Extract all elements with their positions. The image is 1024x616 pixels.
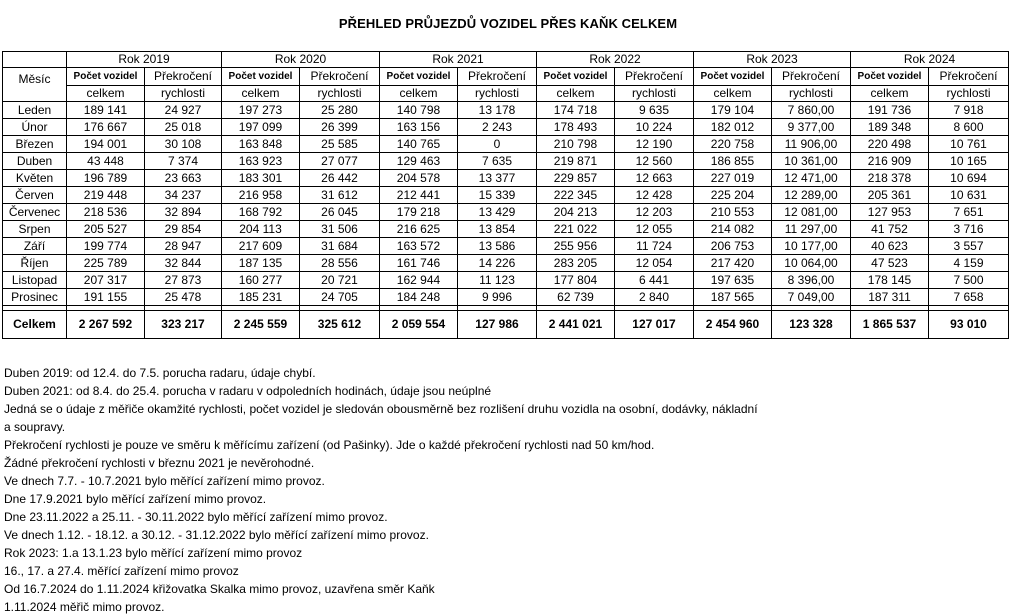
table-row bbox=[3, 102, 1009, 119]
month-cell: Září bbox=[3, 238, 67, 255]
speeding-cell: 0 bbox=[458, 136, 537, 153]
speeding-cell: 13 377 bbox=[458, 170, 537, 187]
total-vehicle-count: 2 454 960 bbox=[694, 311, 772, 339]
vehicle-count-cell: 191 736 bbox=[851, 102, 929, 119]
speeding-cell: 13 429 bbox=[458, 204, 537, 221]
vehicle-count-cell: 218 378 bbox=[851, 170, 929, 187]
total-speeding: 127 017 bbox=[615, 311, 694, 339]
speeding-subheader: rychlosti bbox=[772, 86, 851, 102]
total-speeding: 123 328 bbox=[772, 311, 851, 339]
total-speeding: 325 612 bbox=[300, 311, 380, 339]
vehicle-count-cell: 210 798 bbox=[537, 136, 615, 153]
vehicle-count-cell: 225 204 bbox=[694, 187, 772, 204]
vehicle-count-cell: 182 012 bbox=[694, 119, 772, 136]
vehicle-count-cell: 163 156 bbox=[380, 119, 458, 136]
speeding-cell: 25 585 bbox=[300, 136, 380, 153]
speeding-header: Překročení bbox=[929, 68, 1009, 86]
vehicle-count-cell: 205 527 bbox=[67, 221, 145, 238]
table-row bbox=[3, 153, 1009, 170]
vehicle-count-cell: 255 956 bbox=[537, 238, 615, 255]
vehicle-count-cell: 216 625 bbox=[380, 221, 458, 238]
speeding-cell: 25 478 bbox=[145, 289, 222, 306]
vehicle-count-cell: 229 857 bbox=[537, 170, 615, 187]
vehicle-count-cell: 197 099 bbox=[222, 119, 300, 136]
month-column-header: Měsíc bbox=[3, 68, 67, 102]
vehicle-count-cell: 219 871 bbox=[537, 153, 615, 170]
speeding-cell: 14 226 bbox=[458, 255, 537, 272]
speeding-cell: 12 663 bbox=[615, 170, 694, 187]
vehicle-count-cell: 47 523 bbox=[851, 255, 929, 272]
note-line: Ve dnech 7.7. - 10.7.2021 bylo měřící zařízení mimo provoz. bbox=[4, 474, 325, 488]
year-header: Rok 2023 bbox=[694, 52, 851, 68]
vehicle-count-cell: 207 317 bbox=[67, 272, 145, 289]
vehicle-count-header: Počet vozidel bbox=[67, 68, 145, 86]
vehicle-count-cell: 183 301 bbox=[222, 170, 300, 187]
vehicle-count-cell: 216 909 bbox=[851, 153, 929, 170]
speeding-cell: 3 557 bbox=[929, 238, 1009, 255]
speeding-cell: 12 471,00 bbox=[772, 170, 851, 187]
vehicle-count-cell: 217 420 bbox=[694, 255, 772, 272]
vehicle-count-cell: 199 774 bbox=[67, 238, 145, 255]
vehicle-count-subheader: celkem bbox=[67, 86, 145, 102]
table-row bbox=[3, 119, 1009, 136]
vehicle-count-subheader: celkem bbox=[222, 86, 300, 102]
speeding-cell: 29 854 bbox=[145, 221, 222, 238]
vehicle-count-cell: 43 448 bbox=[67, 153, 145, 170]
speeding-cell: 13 854 bbox=[458, 221, 537, 238]
vehicle-count-cell: 227 019 bbox=[694, 170, 772, 187]
speeding-cell: 12 203 bbox=[615, 204, 694, 221]
vehicle-count-cell: 168 792 bbox=[222, 204, 300, 221]
speeding-cell: 20 721 bbox=[300, 272, 380, 289]
vehicle-count-cell: 205 361 bbox=[851, 187, 929, 204]
speeding-cell: 11 724 bbox=[615, 238, 694, 255]
vehicle-count-cell: 210 553 bbox=[694, 204, 772, 221]
vehicle-count-cell: 222 345 bbox=[537, 187, 615, 204]
speeding-cell: 25 018 bbox=[145, 119, 222, 136]
vehicle-count-cell: 217 609 bbox=[222, 238, 300, 255]
speeding-cell: 8 396,00 bbox=[772, 272, 851, 289]
table-row bbox=[3, 170, 1009, 187]
speeding-header: Překročení bbox=[458, 68, 537, 86]
vehicle-count-cell: 176 667 bbox=[67, 119, 145, 136]
vehicle-count-cell: 163 572 bbox=[380, 238, 458, 255]
vehicle-count-header: Počet vozidel bbox=[380, 68, 458, 86]
speeding-cell: 10 361,00 bbox=[772, 153, 851, 170]
total-speeding: 93 010 bbox=[929, 311, 1009, 339]
speeding-header: Překročení bbox=[145, 68, 222, 86]
vehicle-count-cell: 162 944 bbox=[380, 272, 458, 289]
year-header: Rok 2019 bbox=[67, 52, 222, 68]
vehicle-count-subheader: celkem bbox=[380, 86, 458, 102]
vehicle-count-cell: 178 493 bbox=[537, 119, 615, 136]
speeding-cell: 26 399 bbox=[300, 119, 380, 136]
vehicle-count-cell: 160 277 bbox=[222, 272, 300, 289]
vehicle-count-cell: 161 746 bbox=[380, 255, 458, 272]
speeding-cell: 11 123 bbox=[458, 272, 537, 289]
speeding-subheader: rychlosti bbox=[145, 86, 222, 102]
speeding-cell: 11 906,00 bbox=[772, 136, 851, 153]
corner-cell bbox=[3, 52, 67, 68]
month-cell: Duben bbox=[3, 153, 67, 170]
total-speeding: 127 986 bbox=[458, 311, 537, 339]
speeding-cell: 28 947 bbox=[145, 238, 222, 255]
speeding-cell: 2 840 bbox=[615, 289, 694, 306]
vehicle-count-cell: 218 536 bbox=[67, 204, 145, 221]
total-row bbox=[3, 311, 1009, 339]
traffic-table bbox=[2, 51, 1009, 339]
speeding-cell: 7 918 bbox=[929, 102, 1009, 119]
note-line: Duben 2019: od 12.4. do 7.5. porucha radaru, údaje chybí. bbox=[4, 366, 316, 380]
year-header: Rok 2020 bbox=[222, 52, 380, 68]
speeding-cell: 13 586 bbox=[458, 238, 537, 255]
table-row bbox=[3, 238, 1009, 255]
speeding-cell: 10 631 bbox=[929, 187, 1009, 204]
speeding-cell: 12 190 bbox=[615, 136, 694, 153]
vehicle-count-cell: 127 953 bbox=[851, 204, 929, 221]
speeding-cell: 7 651 bbox=[929, 204, 1009, 221]
year-header: Rok 2022 bbox=[537, 52, 694, 68]
vehicle-count-cell: 177 804 bbox=[537, 272, 615, 289]
vehicle-count-cell: 62 739 bbox=[537, 289, 615, 306]
speeding-cell: 31 612 bbox=[300, 187, 380, 204]
vehicle-count-cell: 129 463 bbox=[380, 153, 458, 170]
speeding-cell: 26 045 bbox=[300, 204, 380, 221]
speeding-cell: 23 663 bbox=[145, 170, 222, 187]
total-vehicle-count: 1 865 537 bbox=[851, 311, 929, 339]
note-line: Duben 2021: od 8.4. do 25.4. porucha v radaru v odpoledních hodinách, údaje jsou neúplné bbox=[4, 384, 492, 398]
vehicle-count-cell: 220 758 bbox=[694, 136, 772, 153]
speeding-cell: 10 165 bbox=[929, 153, 1009, 170]
speeding-cell: 24 927 bbox=[145, 102, 222, 119]
speeding-cell: 9 996 bbox=[458, 289, 537, 306]
speeding-cell: 7 658 bbox=[929, 289, 1009, 306]
vehicle-count-cell: 186 855 bbox=[694, 153, 772, 170]
vehicle-count-cell: 220 498 bbox=[851, 136, 929, 153]
speeding-cell: 8 600 bbox=[929, 119, 1009, 136]
note-line: Jedná se o údaje z měřiče okamžité rychlosti, počet vozidel je sledován obousměrně bez rozlišení druhu vozidla na osobní, dodávky, nákladní bbox=[4, 402, 758, 416]
vehicle-count-cell: 184 248 bbox=[380, 289, 458, 306]
table-row bbox=[3, 187, 1009, 204]
vehicle-count-cell: 204 113 bbox=[222, 221, 300, 238]
vehicle-count-cell: 204 578 bbox=[380, 170, 458, 187]
speeding-cell: 3 716 bbox=[929, 221, 1009, 238]
speeding-cell: 32 844 bbox=[145, 255, 222, 272]
month-cell: Únor bbox=[3, 119, 67, 136]
vehicle-count-subheader: celkem bbox=[694, 86, 772, 102]
vehicle-count-cell: 187 565 bbox=[694, 289, 772, 306]
speeding-header: Překročení bbox=[300, 68, 380, 86]
total-vehicle-count: 2 245 559 bbox=[222, 311, 300, 339]
speeding-cell: 24 705 bbox=[300, 289, 380, 306]
vehicle-count-cell: 174 718 bbox=[537, 102, 615, 119]
table-row bbox=[3, 136, 1009, 153]
vehicle-count-cell: 219 448 bbox=[67, 187, 145, 204]
vehicle-count-cell: 221 022 bbox=[537, 221, 615, 238]
note-line: 16., 17. a 27.4. měřící zařízení mimo provoz bbox=[4, 564, 239, 578]
vehicle-count-subheader: celkem bbox=[851, 86, 929, 102]
speeding-header: Překročení bbox=[615, 68, 694, 86]
vehicle-count-cell: 206 753 bbox=[694, 238, 772, 255]
speeding-cell: 11 297,00 bbox=[772, 221, 851, 238]
total-vehicle-count: 2 441 021 bbox=[537, 311, 615, 339]
speeding-subheader: rychlosti bbox=[458, 86, 537, 102]
speeding-cell: 13 178 bbox=[458, 102, 537, 119]
speeding-subheader: rychlosti bbox=[300, 86, 380, 102]
speeding-cell: 12 054 bbox=[615, 255, 694, 272]
speeding-cell: 6 441 bbox=[615, 272, 694, 289]
month-cell: Červenec bbox=[3, 204, 67, 221]
month-cell: Srpen bbox=[3, 221, 67, 238]
note-line: Dne 17.9.2021 bylo měřící zařízení mimo provoz. bbox=[4, 492, 267, 506]
vehicle-count-cell: 140 798 bbox=[380, 102, 458, 119]
speeding-cell: 12 289,00 bbox=[772, 187, 851, 204]
total-vehicle-count: 2 267 592 bbox=[67, 311, 145, 339]
speeding-cell: 7 500 bbox=[929, 272, 1009, 289]
speeding-cell: 10 224 bbox=[615, 119, 694, 136]
vehicle-count-cell: 140 765 bbox=[380, 136, 458, 153]
vehicle-count-cell: 187 311 bbox=[851, 289, 929, 306]
speeding-cell: 2 243 bbox=[458, 119, 537, 136]
speeding-cell: 10 177,00 bbox=[772, 238, 851, 255]
year-header: Rok 2021 bbox=[380, 52, 537, 68]
vehicle-count-cell: 212 441 bbox=[380, 187, 458, 204]
speeding-cell: 31 506 bbox=[300, 221, 380, 238]
total-vehicle-count: 2 059 554 bbox=[380, 311, 458, 339]
speeding-cell: 10 064,00 bbox=[772, 255, 851, 272]
vehicle-count-header: Počet vozidel bbox=[222, 68, 300, 86]
vehicle-count-cell: 187 135 bbox=[222, 255, 300, 272]
vehicle-count-cell: 196 789 bbox=[67, 170, 145, 187]
speeding-subheader: rychlosti bbox=[929, 86, 1009, 102]
note-line: a soupravy. bbox=[4, 420, 66, 434]
vehicle-count-header: Počet vozidel bbox=[851, 68, 929, 86]
table-row bbox=[3, 255, 1009, 272]
speeding-cell: 31 684 bbox=[300, 238, 380, 255]
note-line: Ve dnech 1.12. - 18.12. a 30.12. - 31.12.2022 bylo měřící zařízení mimo provoz. bbox=[4, 528, 429, 542]
vehicle-count-cell: 40 623 bbox=[851, 238, 929, 255]
note-line: Od 16.7.2024 do 1.11.2024 křižovatka Skalka mimo provoz, uzavřena směr Kaňk bbox=[4, 582, 435, 596]
table-row bbox=[3, 221, 1009, 238]
table-row bbox=[3, 204, 1009, 221]
vehicle-count-cell: 214 082 bbox=[694, 221, 772, 238]
column-header-row bbox=[3, 68, 1009, 86]
speeding-cell: 10 694 bbox=[929, 170, 1009, 187]
column-header-row-2 bbox=[3, 86, 1009, 102]
vehicle-count-cell: 178 145 bbox=[851, 272, 929, 289]
year-header-row bbox=[3, 52, 1009, 68]
vehicle-count-header: Počet vozidel bbox=[537, 68, 615, 86]
month-cell: Listopad bbox=[3, 272, 67, 289]
note-line: Dne 23.11.2022 a 25.11. - 30.11.2022 bylo měřící zařízení mimo provoz. bbox=[4, 510, 388, 524]
speeding-cell: 7 049,00 bbox=[772, 289, 851, 306]
total-label: Celkem bbox=[3, 311, 67, 339]
vehicle-count-subheader: celkem bbox=[537, 86, 615, 102]
year-header: Rok 2024 bbox=[851, 52, 1009, 68]
vehicle-count-cell: 191 155 bbox=[67, 289, 145, 306]
month-cell: Květen bbox=[3, 170, 67, 187]
speeding-cell: 4 159 bbox=[929, 255, 1009, 272]
total-speeding: 323 217 bbox=[145, 311, 222, 339]
table-row bbox=[3, 289, 1009, 306]
speeding-cell: 7 860,00 bbox=[772, 102, 851, 119]
vehicle-count-cell: 204 213 bbox=[537, 204, 615, 221]
speeding-cell: 27 077 bbox=[300, 153, 380, 170]
month-cell: Červen bbox=[3, 187, 67, 204]
speeding-subheader: rychlosti bbox=[615, 86, 694, 102]
speeding-cell: 32 894 bbox=[145, 204, 222, 221]
vehicle-count-header: Počet vozidel bbox=[694, 68, 772, 86]
speeding-cell: 12 560 bbox=[615, 153, 694, 170]
speeding-cell: 34 237 bbox=[145, 187, 222, 204]
vehicle-count-cell: 179 104 bbox=[694, 102, 772, 119]
month-cell: Prosinec bbox=[3, 289, 67, 306]
month-cell: Říjen bbox=[3, 255, 67, 272]
vehicle-count-cell: 185 231 bbox=[222, 289, 300, 306]
notes-section bbox=[4, 364, 1014, 616]
speeding-cell: 9 377,00 bbox=[772, 119, 851, 136]
speeding-cell: 9 635 bbox=[615, 102, 694, 119]
speeding-cell: 7 635 bbox=[458, 153, 537, 170]
vehicle-count-cell: 163 923 bbox=[222, 153, 300, 170]
vehicle-count-cell: 283 205 bbox=[537, 255, 615, 272]
speeding-cell: 12 081,00 bbox=[772, 204, 851, 221]
note-line: Žádné překročení rychlosti v březnu 2021 je nevěrohodné. bbox=[4, 456, 315, 470]
vehicle-count-cell: 216 958 bbox=[222, 187, 300, 204]
speeding-cell: 10 761 bbox=[929, 136, 1009, 153]
speeding-cell: 26 442 bbox=[300, 170, 380, 187]
speeding-cell: 27 873 bbox=[145, 272, 222, 289]
table-row bbox=[3, 272, 1009, 289]
speeding-cell: 15 339 bbox=[458, 187, 537, 204]
speeding-cell: 12 428 bbox=[615, 187, 694, 204]
month-cell: Březen bbox=[3, 136, 67, 153]
note-line: Překročení rychlosti je pouze ve směru k měřícímu zařízení (od Pašinky). Jde o každé překročení rychlosti nad 50 km/hod. bbox=[4, 438, 655, 452]
vehicle-count-cell: 225 789 bbox=[67, 255, 145, 272]
speeding-cell: 7 374 bbox=[145, 153, 222, 170]
vehicle-count-cell: 189 141 bbox=[67, 102, 145, 119]
vehicle-count-cell: 197 273 bbox=[222, 102, 300, 119]
vehicle-count-cell: 163 848 bbox=[222, 136, 300, 153]
vehicle-count-cell: 197 635 bbox=[694, 272, 772, 289]
speeding-cell: 28 556 bbox=[300, 255, 380, 272]
vehicle-count-cell: 189 348 bbox=[851, 119, 929, 136]
vehicle-count-cell: 179 218 bbox=[380, 204, 458, 221]
note-line: Rok 2023: 1.a 13.1.23 bylo měřící zařízení mimo provoz bbox=[4, 546, 303, 560]
vehicle-count-cell: 194 001 bbox=[67, 136, 145, 153]
vehicle-count-cell: 41 752 bbox=[851, 221, 929, 238]
speeding-cell: 12 055 bbox=[615, 221, 694, 238]
speeding-cell: 30 108 bbox=[145, 136, 222, 153]
speeding-cell: 25 280 bbox=[300, 102, 380, 119]
month-cell: Leden bbox=[3, 102, 67, 119]
note-line: 1.11.2024 měřič mimo provoz. bbox=[4, 600, 165, 614]
speeding-header: Překročení bbox=[772, 68, 851, 86]
page-title: PŘEHLED PRŮJEZDŮ VOZIDEL PŘES KAŇK CELKEM bbox=[338, 16, 678, 31]
